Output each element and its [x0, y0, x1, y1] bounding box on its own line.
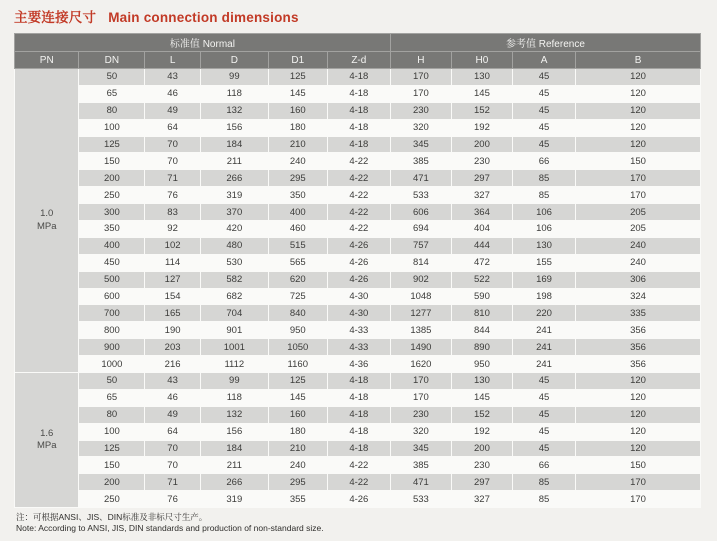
value-cell: 71 [145, 474, 201, 491]
table-row [15, 288, 701, 305]
value-cell: 620 [268, 271, 327, 288]
value-cell: 900 [79, 339, 145, 356]
value-cell: 700 [79, 305, 145, 322]
value-cell: 45 [512, 85, 575, 102]
value-cell: 320 [390, 423, 451, 440]
value-cell: 106 [512, 221, 575, 238]
value-cell: 170 [576, 491, 701, 508]
value-cell: 471 [390, 474, 451, 491]
value-cell: 80 [79, 406, 145, 423]
value-cell: 444 [451, 237, 512, 254]
value-cell: 66 [512, 153, 575, 170]
value-cell: 120 [576, 136, 701, 153]
value-cell: 152 [451, 102, 512, 119]
value-cell: 241 [512, 322, 575, 339]
value-cell: 356 [576, 322, 701, 339]
value-cell: 200 [79, 170, 145, 187]
table-row [15, 170, 701, 187]
table-row [15, 102, 701, 119]
column-header-row [15, 52, 701, 69]
value-cell: 1160 [268, 356, 327, 373]
value-cell: 4-18 [327, 440, 390, 457]
value-cell: 184 [200, 440, 268, 457]
value-cell: 130 [451, 69, 512, 86]
value-cell: 345 [390, 440, 451, 457]
value-cell: 385 [390, 457, 451, 474]
value-cell: 64 [145, 423, 201, 440]
value-cell: 319 [200, 187, 268, 204]
value-cell: 4-18 [327, 85, 390, 102]
value-cell: 85 [512, 491, 575, 508]
value-cell: 125 [268, 373, 327, 390]
column-header-d: D [200, 52, 268, 69]
value-cell: 4-22 [327, 204, 390, 221]
value-cell: 4-36 [327, 356, 390, 373]
value-cell: 4-18 [327, 373, 390, 390]
value-cell: 150 [79, 153, 145, 170]
value-cell: 500 [79, 271, 145, 288]
value-cell: 45 [512, 373, 575, 390]
value-cell: 4-30 [327, 288, 390, 305]
table-row [15, 271, 701, 288]
value-cell: 266 [200, 474, 268, 491]
value-cell: 250 [79, 491, 145, 508]
value-cell: 127 [145, 271, 201, 288]
table-row [15, 153, 701, 170]
value-cell: 184 [200, 136, 268, 153]
value-cell: 4-18 [327, 423, 390, 440]
value-cell: 840 [268, 305, 327, 322]
value-cell: 114 [145, 254, 201, 271]
value-cell: 400 [268, 204, 327, 221]
pn-cell-line: 1.6 [40, 427, 54, 439]
value-cell: 205 [576, 221, 701, 238]
value-cell: 49 [145, 102, 201, 119]
value-cell: 192 [451, 119, 512, 136]
value-cell: 120 [576, 119, 701, 136]
value-cell: 120 [576, 440, 701, 457]
value-cell: 533 [390, 491, 451, 508]
value-cell: 64 [145, 119, 201, 136]
value-cell: 1000 [79, 356, 145, 373]
value-cell: 65 [79, 85, 145, 102]
value-cell: 704 [200, 305, 268, 322]
value-cell: 210 [268, 440, 327, 457]
value-cell: 385 [390, 153, 451, 170]
table-row [15, 305, 701, 322]
value-cell: 145 [451, 389, 512, 406]
value-cell: 120 [576, 406, 701, 423]
pn-cell-pn-1-6mpa [15, 373, 79, 508]
value-cell: 590 [451, 288, 512, 305]
value-cell: 49 [145, 406, 201, 423]
page-title-zh: 主要连接尺寸 [14, 10, 97, 25]
dimensions-table [14, 33, 701, 508]
value-cell: 297 [451, 170, 512, 187]
value-cell: 230 [390, 102, 451, 119]
value-cell: 530 [200, 254, 268, 271]
value-cell: 266 [200, 170, 268, 187]
value-cell: 85 [512, 187, 575, 204]
value-cell: 240 [268, 457, 327, 474]
table-row [15, 119, 701, 136]
value-cell: 220 [512, 305, 575, 322]
value-cell: 4-18 [327, 69, 390, 86]
value-cell: 170 [390, 373, 451, 390]
value-cell: 230 [451, 153, 512, 170]
value-cell: 125 [268, 69, 327, 86]
value-cell: 471 [390, 170, 451, 187]
value-cell: 364 [451, 204, 512, 221]
value-cell: 4-22 [327, 457, 390, 474]
value-cell: 950 [268, 322, 327, 339]
value-cell: 814 [390, 254, 451, 271]
value-cell: 180 [268, 119, 327, 136]
value-cell: 46 [145, 85, 201, 102]
value-cell: 170 [390, 389, 451, 406]
value-cell: 211 [200, 457, 268, 474]
value-cell: 99 [200, 69, 268, 86]
value-cell: 350 [79, 221, 145, 238]
value-cell: 155 [512, 254, 575, 271]
pn-cell-pn-1-0mpa [15, 69, 79, 373]
value-cell: 4-22 [327, 187, 390, 204]
value-cell: 45 [512, 119, 575, 136]
note-zh: 注：可根据ANSI、JIS、DIN标准及非标尺寸生产。 [16, 512, 208, 522]
value-cell: 327 [451, 187, 512, 204]
value-cell: 522 [451, 271, 512, 288]
value-cell: 606 [390, 204, 451, 221]
value-cell: 203 [145, 339, 201, 356]
value-cell: 120 [576, 373, 701, 390]
table-row [15, 187, 701, 204]
value-cell: 4-22 [327, 474, 390, 491]
table-row [15, 373, 701, 390]
value-cell: 950 [451, 356, 512, 373]
value-cell: 250 [79, 187, 145, 204]
value-cell: 757 [390, 237, 451, 254]
table-row [15, 204, 701, 221]
value-cell: 890 [451, 339, 512, 356]
value-cell: 320 [390, 119, 451, 136]
value-cell: 420 [200, 221, 268, 238]
value-cell: 83 [145, 204, 201, 221]
value-cell: 810 [451, 305, 512, 322]
value-cell: 156 [200, 119, 268, 136]
value-cell: 100 [79, 119, 145, 136]
table-row [15, 254, 701, 271]
value-cell: 120 [576, 102, 701, 119]
table-row [15, 440, 701, 457]
value-cell: 565 [268, 254, 327, 271]
column-header-zd: Z-d [327, 52, 390, 69]
value-cell: 66 [512, 457, 575, 474]
value-cell: 240 [576, 254, 701, 271]
value-cell: 165 [145, 305, 201, 322]
value-cell: 45 [512, 69, 575, 86]
column-header-d1: D1 [268, 52, 327, 69]
value-cell: 306 [576, 271, 701, 288]
value-cell: 515 [268, 237, 327, 254]
value-cell: 169 [512, 271, 575, 288]
value-cell: 154 [145, 288, 201, 305]
value-cell: 844 [451, 322, 512, 339]
table-row [15, 457, 701, 474]
pn-cell-line: MPa [36, 220, 57, 232]
value-cell: 230 [451, 457, 512, 474]
value-cell: 345 [390, 136, 451, 153]
value-cell: 4-18 [327, 102, 390, 119]
value-cell: 160 [268, 406, 327, 423]
value-cell: 200 [451, 136, 512, 153]
value-cell: 4-18 [327, 136, 390, 153]
value-cell: 694 [390, 221, 451, 238]
value-cell: 4-30 [327, 305, 390, 322]
value-cell: 4-26 [327, 491, 390, 508]
table-row [15, 339, 701, 356]
value-cell: 160 [268, 102, 327, 119]
value-cell: 4-33 [327, 339, 390, 356]
value-cell: 533 [390, 187, 451, 204]
value-cell: 400 [79, 237, 145, 254]
table-row [15, 322, 701, 339]
value-cell: 230 [390, 406, 451, 423]
value-cell: 205 [576, 204, 701, 221]
value-cell: 170 [576, 187, 701, 204]
value-cell: 43 [145, 69, 201, 86]
value-cell: 300 [79, 204, 145, 221]
value-cell: 70 [145, 457, 201, 474]
value-cell: 356 [576, 339, 701, 356]
table-row [15, 389, 701, 406]
value-cell: 70 [145, 136, 201, 153]
value-cell: 43 [145, 373, 201, 390]
pn-cell-line: MPa [36, 440, 57, 452]
value-cell: 1620 [390, 356, 451, 373]
value-cell: 106 [512, 204, 575, 221]
value-cell: 1277 [390, 305, 451, 322]
value-cell: 45 [512, 423, 575, 440]
value-cell: 71 [145, 170, 201, 187]
value-cell: 4-18 [327, 406, 390, 423]
value-cell: 901 [200, 322, 268, 339]
value-cell: 120 [576, 85, 701, 102]
value-cell: 102 [145, 237, 201, 254]
table-row [15, 406, 701, 423]
value-cell: 192 [451, 423, 512, 440]
value-cell: 150 [576, 153, 701, 170]
value-cell: 120 [576, 69, 701, 86]
column-header-l: L [145, 52, 201, 69]
value-cell: 45 [512, 389, 575, 406]
value-cell: 460 [268, 221, 327, 238]
value-cell: 350 [268, 187, 327, 204]
value-cell: 324 [576, 288, 701, 305]
value-cell: 152 [451, 406, 512, 423]
value-cell: 295 [268, 474, 327, 491]
column-header-b: B [576, 52, 701, 69]
value-cell: 45 [512, 406, 575, 423]
table-row [15, 474, 701, 491]
value-cell: 85 [512, 474, 575, 491]
value-cell: 4-22 [327, 221, 390, 238]
column-header-pn: PN [15, 52, 79, 69]
value-cell: 46 [145, 389, 201, 406]
value-cell: 404 [451, 221, 512, 238]
value-cell: 170 [390, 85, 451, 102]
value-cell: 50 [79, 69, 145, 86]
value-cell: 120 [576, 389, 701, 406]
page-title [14, 6, 299, 26]
table-row [15, 423, 701, 440]
value-cell: 4-22 [327, 153, 390, 170]
column-header-h0: H0 [451, 52, 512, 69]
table-row [15, 69, 701, 86]
table-row [15, 85, 701, 102]
value-cell: 50 [79, 373, 145, 390]
value-cell: 150 [79, 457, 145, 474]
value-cell: 132 [200, 102, 268, 119]
table-row [15, 491, 701, 508]
value-cell: 125 [79, 440, 145, 457]
value-cell: 118 [200, 389, 268, 406]
value-cell: 1001 [200, 339, 268, 356]
value-cell: 297 [451, 474, 512, 491]
value-cell: 70 [145, 153, 201, 170]
table-row [15, 221, 701, 238]
value-cell: 198 [512, 288, 575, 305]
value-cell: 100 [79, 423, 145, 440]
column-header-dn: DN [79, 52, 145, 69]
value-cell: 4-26 [327, 254, 390, 271]
value-cell: 319 [200, 491, 268, 508]
pn-cell-line: 1.0 [40, 208, 54, 220]
value-cell: 170 [576, 474, 701, 491]
table-row [15, 356, 701, 373]
value-cell: 180 [268, 423, 327, 440]
value-cell: 241 [512, 339, 575, 356]
value-cell: 130 [512, 237, 575, 254]
value-cell: 145 [268, 85, 327, 102]
value-cell: 92 [145, 221, 201, 238]
value-cell: 800 [79, 322, 145, 339]
column-header-a: A [512, 52, 575, 69]
value-cell: 4-18 [327, 389, 390, 406]
value-cell: 240 [576, 237, 701, 254]
value-cell: 725 [268, 288, 327, 305]
value-cell: 118 [200, 85, 268, 102]
note-en: Note: According to ANSI, JIS, DIN standards and production of non-standard size. [16, 523, 324, 534]
value-cell: 356 [576, 356, 701, 373]
value-cell: 145 [451, 85, 512, 102]
value-cell: 170 [390, 69, 451, 86]
value-cell: 76 [145, 491, 201, 508]
value-cell: 200 [79, 474, 145, 491]
value-cell: 170 [576, 170, 701, 187]
table-row [15, 237, 701, 254]
value-cell: 4-26 [327, 237, 390, 254]
value-cell: 145 [268, 389, 327, 406]
value-cell: 85 [512, 170, 575, 187]
value-cell: 130 [451, 373, 512, 390]
value-cell: 600 [79, 288, 145, 305]
group-header-reference: 参考值 Reference [390, 34, 700, 52]
value-cell: 1490 [390, 339, 451, 356]
value-cell: 210 [268, 136, 327, 153]
value-cell: 211 [200, 153, 268, 170]
value-cell: 240 [268, 153, 327, 170]
group-header-row [15, 34, 701, 52]
value-cell: 1385 [390, 322, 451, 339]
value-cell: 472 [451, 254, 512, 271]
value-cell: 80 [79, 102, 145, 119]
value-cell: 65 [79, 389, 145, 406]
value-cell: 216 [145, 356, 201, 373]
value-cell: 4-26 [327, 271, 390, 288]
value-cell: 327 [451, 491, 512, 508]
value-cell: 132 [200, 406, 268, 423]
value-cell: 682 [200, 288, 268, 305]
page-title-en: Main connection dimensions [108, 10, 299, 25]
value-cell: 1050 [268, 339, 327, 356]
value-cell: 4-18 [327, 119, 390, 136]
value-cell: 355 [268, 491, 327, 508]
value-cell: 335 [576, 305, 701, 322]
value-cell: 70 [145, 440, 201, 457]
value-cell: 156 [200, 423, 268, 440]
value-cell: 45 [512, 136, 575, 153]
value-cell: 902 [390, 271, 451, 288]
value-cell: 45 [512, 440, 575, 457]
value-cell: 99 [200, 373, 268, 390]
value-cell: 120 [576, 423, 701, 440]
value-cell: 1112 [200, 356, 268, 373]
value-cell: 241 [512, 356, 575, 373]
value-cell: 150 [576, 457, 701, 474]
value-cell: 200 [451, 440, 512, 457]
value-cell: 190 [145, 322, 201, 339]
value-cell: 480 [200, 237, 268, 254]
footnotes [16, 512, 324, 535]
column-header-h: H [390, 52, 451, 69]
table-row [15, 136, 701, 153]
value-cell: 76 [145, 187, 201, 204]
value-cell: 4-33 [327, 322, 390, 339]
value-cell: 370 [200, 204, 268, 221]
value-cell: 295 [268, 170, 327, 187]
value-cell: 45 [512, 102, 575, 119]
value-cell: 125 [79, 136, 145, 153]
group-header-normal: 标准值 Normal [15, 34, 391, 52]
value-cell: 450 [79, 254, 145, 271]
value-cell: 582 [200, 271, 268, 288]
value-cell: 4-22 [327, 170, 390, 187]
value-cell: 1048 [390, 288, 451, 305]
